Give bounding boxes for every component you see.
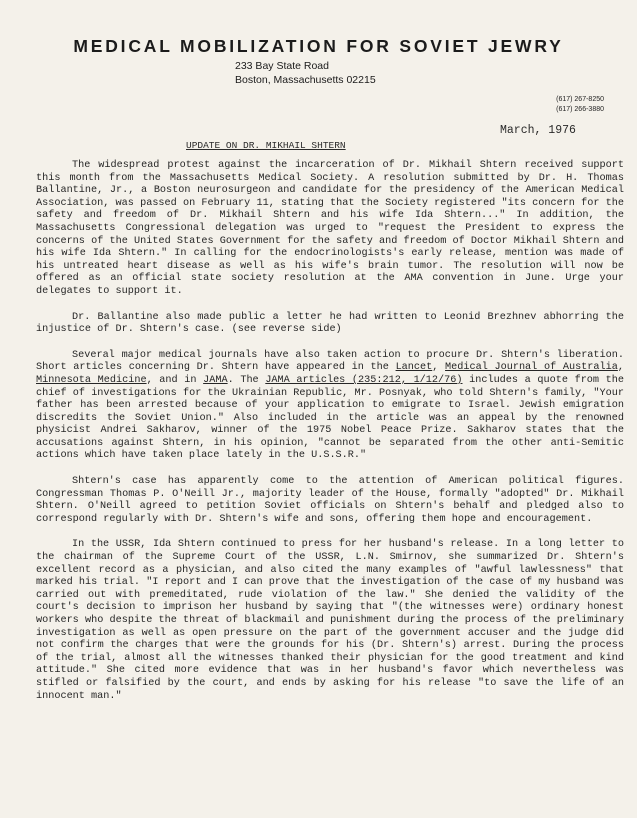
journals-text: Several major medical journals have also taken action to procure Dr. Shtern's liberation. Short articles concerning Dr. Shtern have appeared in the (36, 349, 624, 374)
journal-lancet: Lancet (395, 362, 433, 374)
journal-minnesota-medicine: Minnesota Medicine (36, 374, 147, 386)
jama-citation: JAMA articles (235:212, 1/12/76) (265, 374, 463, 386)
paragraph-ballantine: Dr. Ballantine also made public a letter he had written to Leonid Brezhnev abhorring the injustice of Dr. Shtern's case. (see reverse side) (36, 311, 624, 336)
journal-jama: JAMA (203, 374, 228, 386)
phone-number-1: (617) 267-8250 (556, 96, 604, 103)
journals-text: includes a quote from the chief of investigations for the Ukrainian Republic, Mr. Posnyak, who told Shtern's family, "Your father has been arrested because of your application to emigrate to Israel. Jewish emigration discredits the Soviet Union." Also included in the article was an appeal by the renowned physicist Andrei Sakharov, winner of the 1975 Nobel Peace Prize. Sakharov states that the accusations against Shtern, in his opinion, "cannot be separated from the other anti-Semitic actions which have taken place lately in the U.S.S.R." (36, 374, 624, 462)
journals-text: , and in (146, 374, 204, 386)
paragraph-ida-shtern: In the USSR, Ida Shtern continued to press for her husband's release. In a long letter to the chairman of the Supreme Court of the USSR, L.N. Smirnov, she summarized Dr. Shtern's excellent record as a physician, and also cited the many examples of "awful lawlessness" that marked his trial. "I report and I can prove that the investigation of the case of my husband was carried out with premeditated, rude violation of the law." She denied the validity of the court's decision to imprison her husband by saying that "(the witnesses were) ordinary honest workers who despite the threat of blackmail and punishment during the process of the preliminary investigation as well as open pressure on the part of the government accuser and the judge did not confirm the charges that were the grounds for his (Dr. Shtern's) arrest. During the process of the trial, almost all the witnesses thanked their physician for the good treatment and kind attitude." She cited more evidence that was in her husband's favor which nevertheless was stifled or falsified by the court, and ends by asking for his release "to save the life of an innocent man." (36, 539, 624, 702)
document-title: UPDATE ON DR. MIKHAIL SHTERN (186, 140, 346, 151)
paragraph-medical-society: The widespread protest against the incarceration of Dr. Mikhail Shtern received support this month from the Massachusetts Medical Society. A resolution submitted by Dr. H. Thomas Ballantine, Jr., a Boston neurosurgeon and candidate for the presidency of the American Medical Association, was passed on February 11, stating that the Society registered "its concern for the safety and freedom of Dr. Mikhail Shtern and his wife Ida Shtern..." In addition, the Massachusetts Congressional delegation was urged to "request the President to express the concerns of the United States Government for the safety and freedom of Doctor Mikhail Shtern and his wife Ida Shtern." In calling for the endocrinologists's early release, mention was made of his untreated heart disease as well as his wife's brain tumor. The resolution will now be offered as an official state society resolution at the AMA convention in June. Urge your delegates to support it. (36, 160, 624, 297)
address-street: 233 Bay State Road (235, 60, 329, 72)
paragraph-oneill: Shtern's case has apparently come to the attention of American political figures. Congressman Thomas P. O'Neill Jr., majority leader of the House, formally "adopted" Dr. Mikhail Shtern. O'Neill agreed to petition Soviet officials on Shtern's behalf and pledged also to correspond regularly with Dr. Shtern's wife and sons, offering them hope and encouragement. (36, 476, 624, 525)
journal-medical-journal-australia: Medical Journal of Australia (445, 362, 618, 374)
letter-date: March, 1976 (500, 124, 576, 137)
punctuation: , (617, 362, 624, 374)
journals-text: . The (227, 374, 266, 386)
organization-name: MEDICAL MOBILIZATION FOR SOVIET JEWRY (73, 36, 564, 56)
phone-number-2: (617) 266-3880 (556, 106, 604, 113)
punctuation: , (432, 362, 446, 374)
paragraph-journals (36, 350, 624, 463)
address-city: Boston, Massachusetts 02215 (235, 74, 376, 86)
letter-body (36, 160, 624, 716)
